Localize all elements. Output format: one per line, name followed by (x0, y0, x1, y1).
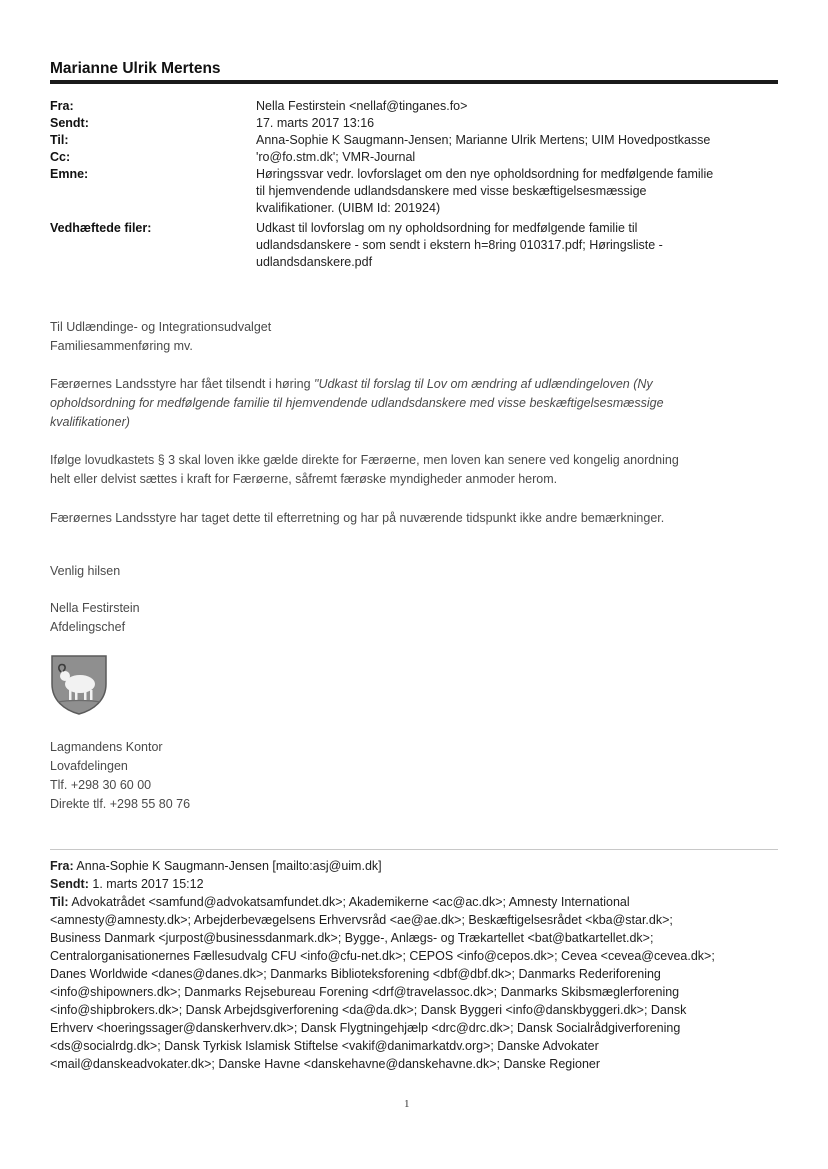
recipient-line: Erhverv <hoeringssager@danskerhverv.dk>; Dansk Flygtningehjælp <drc@drc.dk>; Dansk Socialrådgiverforening (50, 1021, 681, 1035)
paragraph-text: Færøernes Landsstyre har taget dette til efterretning og har på nuværende tidspunkt ikke andre bemærkninger. (50, 511, 665, 525)
subject-label: Emne: (50, 167, 89, 181)
forwarded-from-value: Anna-Sophie K Saugmann-Jensen [mailto:asj@uim.dk] (73, 859, 382, 873)
cc-label: Cc: (50, 150, 71, 164)
office-name: Lagmandens Kontor (50, 740, 163, 754)
subject-line: Høringssvar vedr. lovforslaget om den nye opholdsordning for medfølgende familie (256, 167, 714, 181)
forwarded-sent-row (50, 875, 780, 893)
subject-row (50, 166, 780, 217)
forwarded-from-row (50, 857, 780, 875)
draft-title: opholdsordning for medfølgende familie til hjemvendende udlandsdanskere med visse beskæftigelsesmæssige (50, 396, 664, 410)
direct-phone-number: Direkte tlf. +298 55 80 76 (50, 797, 191, 811)
recipient-line: Advokatrådet <samfund@advokatsamfundet.dk>; Akademikerne <ac@ac.dk>; Amnesty International (68, 895, 630, 909)
signature (50, 599, 750, 637)
addressee-line: Til Udlændinge- og Integrationsudvalget (50, 320, 272, 334)
addressee-line: Familiesammenføring mv. (50, 339, 193, 353)
recipient-line: <info@shipowners.dk>; Danmarks Rejsebureau Forening <drf@travelassoc.dk>; Danmarks Skibsmæglerforening (50, 985, 680, 999)
from-label: Fra: (50, 99, 74, 113)
paragraph-text: Færøernes Landsstyre har fået tilsendt i høring (50, 377, 315, 391)
forwarded-to-label: Til: (50, 895, 69, 909)
addressee-block (50, 318, 750, 356)
paragraph-text: Ifølge lovudkastets § 3 skal loven ikke gælde direkte for Færøerne, men loven kan senere ved kongelig anordning (50, 453, 679, 467)
sent-value: 17. marts 2017 13:16 (256, 116, 375, 130)
office-block (50, 738, 750, 814)
paragraph-hearing (50, 375, 780, 432)
paragraph-conclusion (50, 509, 780, 528)
department-name: Lovafdelingen (50, 759, 128, 773)
forwarded-from-label: Fra: (50, 859, 74, 873)
sent-row (50, 115, 780, 132)
ram-coat-of-arms-icon (50, 654, 108, 716)
subject-value (256, 166, 780, 217)
forwarded-message-header (50, 857, 780, 1073)
recipient-line: <mail@danskeadvokater.dk>; Danske Havne <danskehavne@danskehavne.dk>; Danske Regioner (50, 1057, 601, 1071)
from-value: Nella Festirstein <nellaf@tinganes.fo> (256, 99, 468, 113)
recipient-line: <ds@socialrdg.dk>; Dansk Tyrkisk Islamisk Stiftelse <vakif@danimarkatdv.org>; Danske Advokater (50, 1039, 599, 1053)
recipient-line: <amnesty@amnesty.dk>; Arbejderbevægelsens Erhvervsråd <ae@ae.dk>; Beskæftigelsesrådet <kba@star.dk>; (50, 913, 673, 927)
to-value: Anna-Sophie K Saugmann-Jensen; Marianne Ulrik Mertens; UIM Hovedpostkasse (256, 133, 711, 147)
draft-title: "Udkast til forslag til Lov om ændring af udlændingeloven (Ny (314, 377, 653, 391)
signer-title: Afdelingschef (50, 620, 126, 634)
attachment-line: udlandsdanskere.pdf (256, 255, 373, 269)
draft-title: kvalifikationer) (50, 415, 130, 429)
paragraph-text: helt eller delvist sættes i kraft for Færøerne, såfremt færøske myndigheder anmoder herom. (50, 472, 558, 486)
mailbox-owner-name: Marianne Ulrik Mertens (50, 60, 221, 77)
closing (50, 562, 750, 581)
email-header (50, 98, 780, 271)
signer-name: Nella Festirstein (50, 601, 140, 615)
subject-line: kvalifikationer. (UIBM Id: 201924) (256, 201, 441, 215)
phone-number: Tlf. +298 30 60 00 (50, 778, 152, 792)
closing-text: Venlig hilsen (50, 564, 121, 578)
attachments-value (256, 220, 780, 271)
recipient-line: Danes Worldwide <danes@danes.dk>; Danmarks Biblioteksforening <dbf@dbf.dk>; Danmarks Rederiforening (50, 967, 661, 981)
paragraph-section-3 (50, 451, 780, 489)
cc-value: 'ro@fo.stm.dk'; VMR-Journal (256, 150, 416, 164)
cc-row (50, 149, 780, 166)
attachment-line: Udkast til lovforslag om ny opholdsordning for medfølgende familie til (256, 221, 638, 235)
header-divider (50, 80, 778, 84)
forwarded-sent-label: Sendt: (50, 877, 89, 891)
recipient-line: <info@shipbrokers.dk>; Dansk Arbejdsgiverforening <da@da.dk>; Dansk Byggeri <info@danskbyggeri.dk>; Dansk (50, 1003, 687, 1017)
sent-label: Sendt: (50, 116, 89, 130)
page-number: 1 (404, 1098, 410, 1110)
to-row (50, 132, 780, 149)
attachments-row (50, 220, 780, 271)
forwarded-sent-value: 1. marts 2017 15:12 (88, 877, 204, 891)
recipient-line: Centralorganisationernes Fællesudvalg CFU <info@cfu-net.dk>; CEPOS <info@cepos.dk>; Cevea <cevea@cevea.dk>; (50, 949, 715, 963)
recipient-line: Business Danmark <jurpost@businessdanmark.dk>; Bygge-, Anlægs- og Trækartellet <bat@batkartellet.dk>; (50, 931, 654, 945)
from-row (50, 98, 780, 115)
forwarded-divider (50, 849, 778, 850)
forwarded-to-row (50, 893, 780, 911)
subject-line: til hjemvendende udlandsdanskere med visse beskæftigelsesmæssige (256, 184, 647, 198)
to-label: Til: (50, 133, 69, 147)
attachments-label: Vedhæftede filer: (50, 221, 152, 235)
attachment-line: udlandsdanskere - som sendt i ekstern h=8ring 010317.pdf; Høringsliste - (256, 238, 663, 252)
